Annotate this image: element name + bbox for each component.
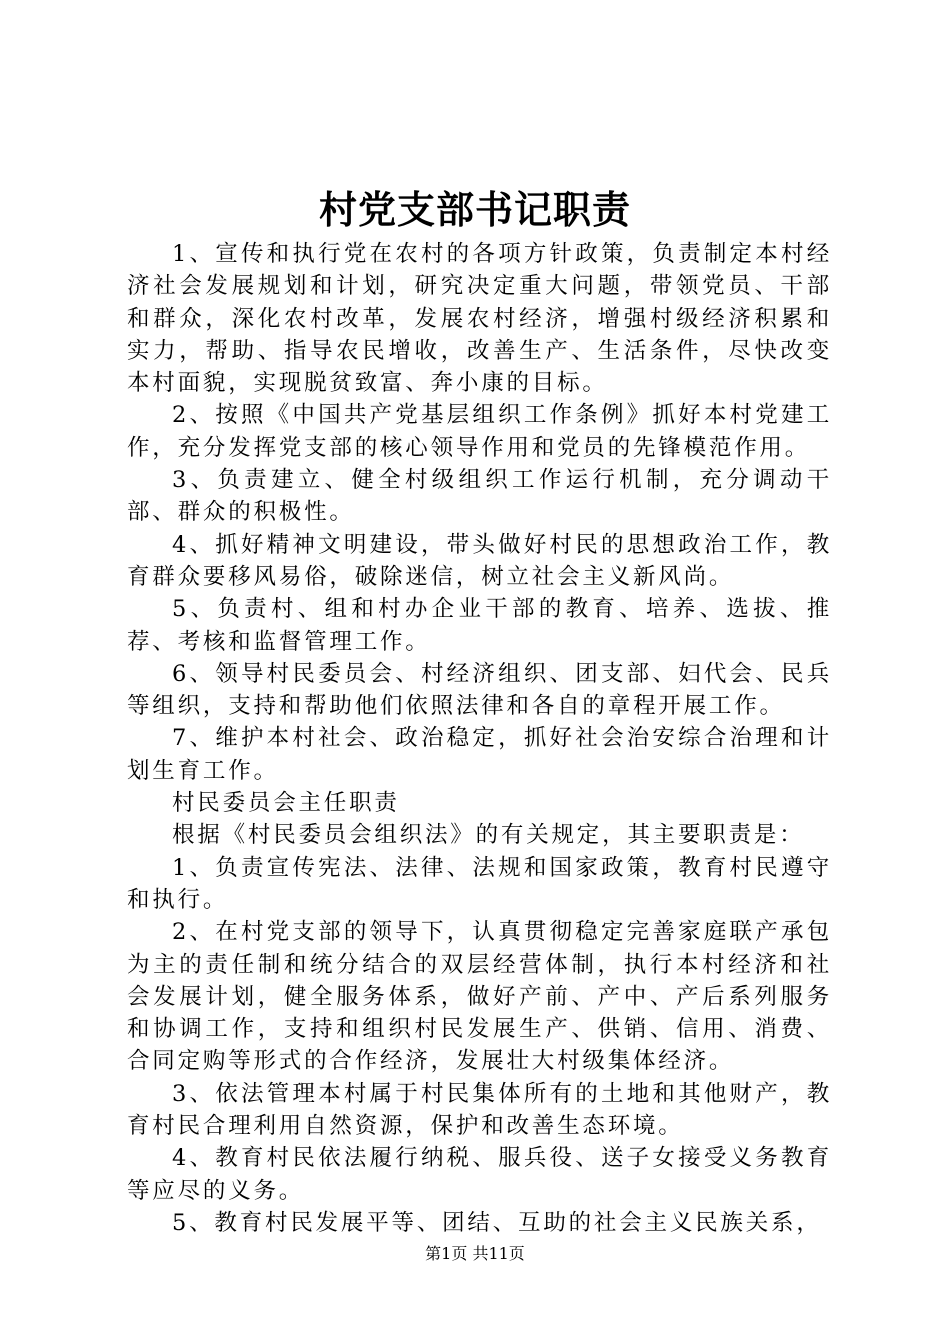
document-body: [127, 238, 832, 1239]
section-heading: 村民委员会主任职责: [172, 790, 400, 817]
paragraph: 2、在村党支部的领导下，认真贯彻稳定完善家庭联产承包为主的责任制和统分结合的双层经营体制，执行本村经济和社会发展计划，健全服务体系，做好产前、产中、产后系列服务和协调工作，支持和组织村民发展生产、供销、信用、消费、合同定购等形式的合作经济，发展壮大村级集体经济。: [127, 919, 832, 1075]
paragraph: 3、负责建立、健全村级组织工作运行机制，充分调动干部、群众的积极性。: [127, 467, 832, 526]
paragraph: 1、宣传和执行党在农村的各项方针政策，负责制定本村经济社会发展规划和计划，研究决定重大问题，带领党员、干部和群众，深化农村改革，发展农村经济，增强村级经济积累和实力，帮助、指导农民增收，改善生产、生活条件，尽快改变本村面貌，实现脱贫致富、奔小康的目标。: [127, 241, 832, 397]
paragraph: 4、教育村民依法履行纳税、服兵役、送子女接受义务教育等应尽的义务。: [127, 1145, 832, 1204]
document-title: 村党支部书记职责: [318, 187, 631, 232]
paragraph: 7、维护本村社会、政治稳定，抓好社会治安综合治理和计划生育工作。: [127, 725, 832, 784]
paragraph: 2、按照《中国共产党基层组织工作条例》抓好本村党建工作，充分发挥党支部的核心领导作用和党员的先锋模范作用。: [127, 402, 832, 461]
page-number-footer: 第1页 共11页: [425, 1244, 525, 1263]
paragraph: 3、依法管理本村属于村民集体所有的土地和其他财产，教育村民合理利用自然资源，保护和改善生态环境。: [127, 1080, 832, 1140]
paragraph: 4、抓好精神文明建设，带头做好村民的思想政治工作，教育群众要移风易俗，破除迷信，树立社会主义新风尚。: [127, 531, 832, 590]
paragraph: 6、领导村民委员会、村经济组织、团支部、妇代会、民兵等组织，支持和帮助他们依照法律和各自的章程开展工作。: [127, 660, 832, 720]
paragraph: 5、负责村、组和村办企业干部的教育、培养、选拔、推荐、考核和监督管理工作。: [127, 596, 832, 655]
paragraph: 5、教育村民发展平等、团结、互助的社会主义民族关系，: [172, 1209, 822, 1236]
paragraph: 1、负责宣传宪法、法律、法规和国家政策，教育村民遵守和执行。: [127, 854, 832, 913]
paragraph: 根据《村民委员会组织法》的有关规定，其主要职责是：: [172, 822, 805, 849]
